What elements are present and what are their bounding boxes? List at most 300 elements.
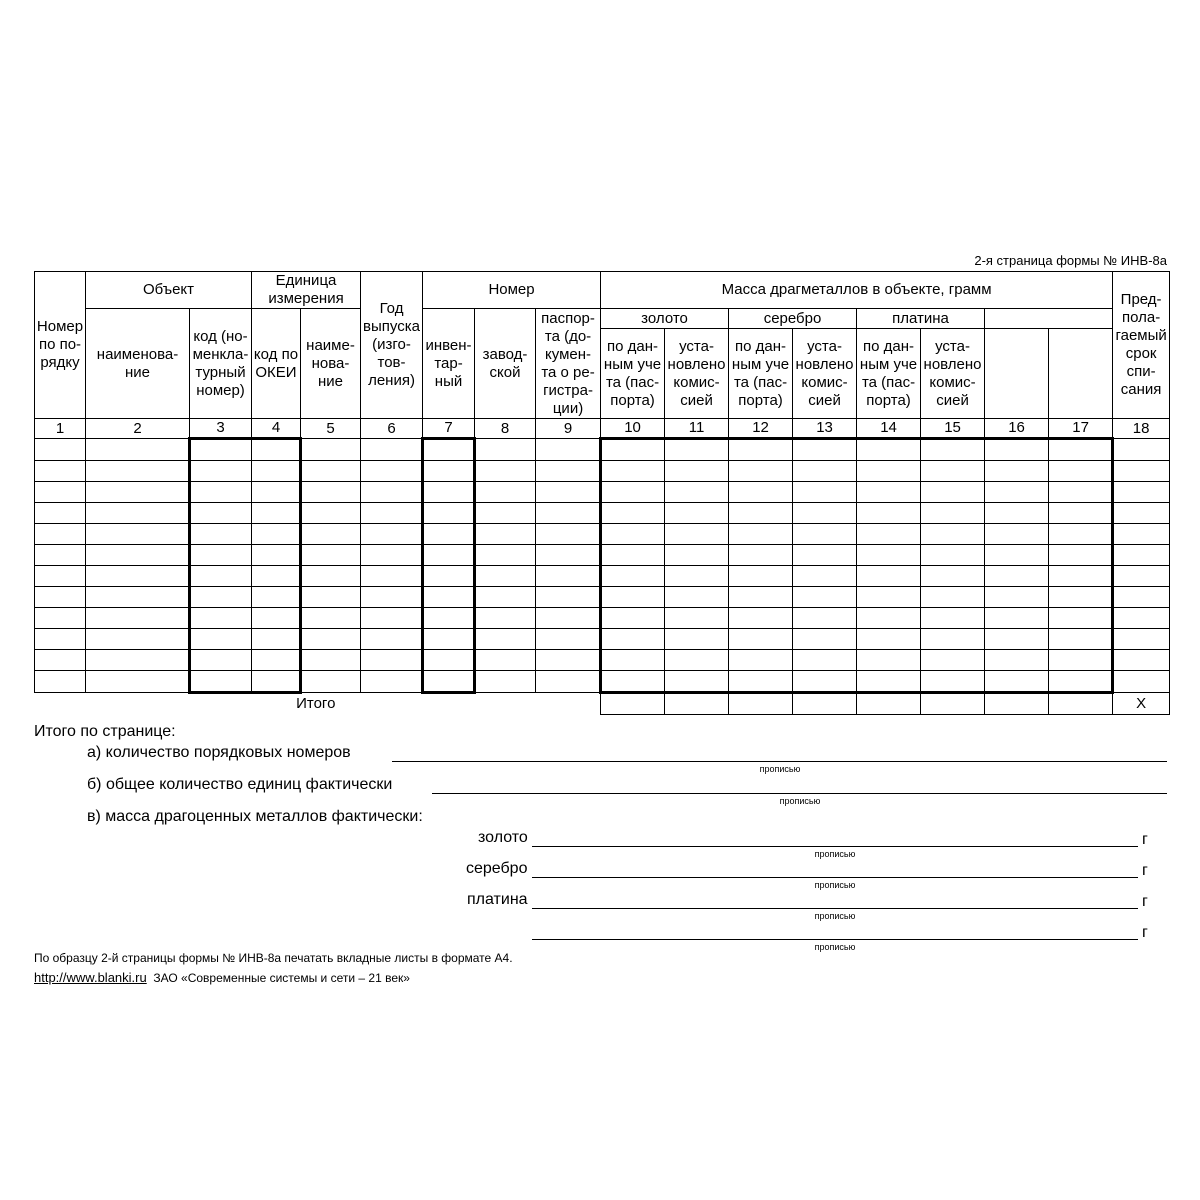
table-cell[interactable] <box>1113 587 1170 608</box>
table-cell[interactable] <box>793 587 857 608</box>
table-cell[interactable] <box>475 503 536 524</box>
column-number: 14 <box>857 419 921 439</box>
table-cell[interactable] <box>423 482 475 503</box>
header-silver-by-data: по дан- ным уче та (пас- порта) <box>729 329 793 419</box>
table-cell[interactable] <box>729 566 793 587</box>
table-cell[interactable] <box>86 566 190 587</box>
table-cell[interactable] <box>793 439 857 461</box>
header-blank-metal <box>985 309 1113 329</box>
table-cell[interactable] <box>536 608 601 629</box>
summary-gold-line[interactable] <box>532 846 1138 847</box>
table-cell[interactable] <box>857 566 921 587</box>
table-cell[interactable] <box>35 650 86 671</box>
table-cell[interactable] <box>301 439 361 461</box>
table-cell[interactable] <box>601 524 665 545</box>
table-cell[interactable] <box>190 629 252 650</box>
table-cell[interactable] <box>423 650 475 671</box>
table-cell[interactable] <box>857 671 921 693</box>
table-cell[interactable] <box>536 629 601 650</box>
table-cell[interactable] <box>301 566 361 587</box>
header-object: Объект <box>86 272 252 309</box>
table-cell[interactable] <box>252 608 301 629</box>
column-number: 8 <box>475 419 536 439</box>
table-cell[interactable] <box>1113 524 1170 545</box>
table-cell[interactable] <box>1049 482 1113 503</box>
table-cell[interactable] <box>252 650 301 671</box>
total-x: X <box>1113 693 1170 715</box>
table-row <box>35 566 1170 587</box>
table-cell[interactable] <box>601 608 665 629</box>
table-cell[interactable] <box>361 671 423 693</box>
table-cell[interactable] <box>536 461 601 482</box>
table-cell[interactable] <box>665 461 729 482</box>
table-cell[interactable] <box>729 461 793 482</box>
caption-propisyu: прописью <box>814 942 856 952</box>
table-cell[interactable] <box>536 524 601 545</box>
table-cell[interactable] <box>729 608 793 629</box>
column-number: 2 <box>86 419 190 439</box>
table-cell[interactable] <box>793 545 857 566</box>
table-cell[interactable] <box>252 503 301 524</box>
table-cell[interactable] <box>536 503 601 524</box>
table-cell[interactable] <box>301 671 361 693</box>
table-cell[interactable] <box>190 671 252 693</box>
table-cell[interactable] <box>665 524 729 545</box>
table-cell[interactable] <box>921 587 985 608</box>
table-cell[interactable] <box>985 545 1049 566</box>
table-cell[interactable] <box>361 566 423 587</box>
table-cell[interactable] <box>86 461 190 482</box>
column-number: 15 <box>921 419 985 439</box>
table-cell[interactable] <box>190 545 252 566</box>
table-cell[interactable] <box>252 461 301 482</box>
header-platinum-commission: уста- новлено комис- сией <box>921 329 985 419</box>
table-cell[interactable] <box>361 545 423 566</box>
table-cell[interactable] <box>361 524 423 545</box>
header-platinum: платина <box>857 309 985 329</box>
table-cell[interactable] <box>1049 503 1113 524</box>
table-cell[interactable] <box>35 671 86 693</box>
table-cell[interactable] <box>665 545 729 566</box>
table-cell[interactable] <box>729 439 793 461</box>
footer-site-link[interactable]: http://www.blanki.ru <box>34 970 147 985</box>
table-cell[interactable] <box>665 650 729 671</box>
total-cell[interactable] <box>601 693 665 715</box>
table-cell[interactable] <box>35 503 86 524</box>
table-cell[interactable] <box>190 439 252 461</box>
table-cell[interactable] <box>536 545 601 566</box>
table-cell[interactable] <box>423 461 475 482</box>
table-cell[interactable] <box>793 608 857 629</box>
table-cell[interactable] <box>301 482 361 503</box>
table-cell[interactable] <box>729 545 793 566</box>
column-number: 4 <box>252 419 301 439</box>
table-cell[interactable] <box>921 545 985 566</box>
table-cell[interactable] <box>86 608 190 629</box>
table-cell[interactable] <box>1049 524 1113 545</box>
caption-propisyu: прописью <box>814 880 856 890</box>
header-platinum-by-data: по дан- ным уче та (пас- порта) <box>857 329 921 419</box>
table-cell[interactable] <box>793 524 857 545</box>
table-cell[interactable] <box>985 587 1049 608</box>
table-cell[interactable] <box>793 629 857 650</box>
table-cell[interactable] <box>857 545 921 566</box>
table-cell[interactable] <box>536 566 601 587</box>
table-cell[interactable] <box>601 482 665 503</box>
table-cell[interactable] <box>423 629 475 650</box>
table-cell[interactable] <box>1049 461 1113 482</box>
table-cell[interactable] <box>601 566 665 587</box>
table-cell[interactable] <box>475 608 536 629</box>
table-cell[interactable] <box>86 482 190 503</box>
table-cell[interactable] <box>1049 566 1113 587</box>
table-cell[interactable] <box>252 587 301 608</box>
table-cell[interactable] <box>252 545 301 566</box>
header-gold-commission: уста- новлено комис- сией <box>665 329 729 419</box>
table-cell[interactable] <box>86 439 190 461</box>
summary-a-label: а) количество порядковых номеров <box>87 744 351 761</box>
table-cell[interactable] <box>985 503 1049 524</box>
table-cell[interactable] <box>921 671 985 693</box>
table-cell[interactable] <box>475 566 536 587</box>
table-cell[interactable] <box>301 608 361 629</box>
table-cell[interactable] <box>361 629 423 650</box>
column-number: 1 <box>35 419 86 439</box>
table-cell[interactable] <box>475 587 536 608</box>
table-cell[interactable] <box>729 671 793 693</box>
table-row <box>35 608 1170 629</box>
table-cell[interactable] <box>190 587 252 608</box>
footer-company: ЗАО «Современные системы и сети – 21 век» <box>153 971 410 985</box>
table-cell[interactable] <box>601 461 665 482</box>
unit-g: г <box>1142 893 1148 910</box>
table-cell[interactable] <box>1049 671 1113 693</box>
table-cell[interactable] <box>252 671 301 693</box>
table-cell[interactable] <box>35 629 86 650</box>
table-cell[interactable] <box>1049 439 1113 461</box>
table-cell[interactable] <box>423 587 475 608</box>
table-cell[interactable] <box>536 671 601 693</box>
page-reference: 2-я страница формы № ИНВ-8а <box>974 253 1167 268</box>
table-cell[interactable] <box>1113 461 1170 482</box>
summary-platinum-line[interactable] <box>532 908 1138 909</box>
table-cell[interactable] <box>423 524 475 545</box>
table-cell[interactable] <box>921 482 985 503</box>
table-cell[interactable] <box>857 608 921 629</box>
table-cell[interactable] <box>423 671 475 693</box>
total-cell[interactable] <box>985 693 1049 715</box>
header-silver: серебро <box>729 309 857 329</box>
table-cell[interactable] <box>1113 503 1170 524</box>
unit-g: г <box>1142 862 1148 879</box>
table-row <box>35 503 1170 524</box>
table-cell[interactable] <box>86 503 190 524</box>
table-cell[interactable] <box>1049 608 1113 629</box>
table-cell[interactable] <box>985 482 1049 503</box>
header-factory: завод- ской <box>475 309 536 419</box>
table-cell[interactable] <box>190 503 252 524</box>
table-cell[interactable] <box>921 629 985 650</box>
header-object-name: наименова- ние <box>86 309 190 419</box>
table-cell[interactable] <box>729 524 793 545</box>
caption-propisyu: прописью <box>779 796 821 806</box>
table-cell[interactable] <box>793 650 857 671</box>
header-gold-by-data: по дан- ным уче та (пас- порта) <box>601 329 665 419</box>
column-number: 6 <box>361 419 423 439</box>
table-cell[interactable] <box>985 629 1049 650</box>
table-cell[interactable] <box>1113 608 1170 629</box>
table-cell[interactable] <box>665 566 729 587</box>
table-cell[interactable] <box>361 482 423 503</box>
table-cell[interactable] <box>475 671 536 693</box>
table-cell[interactable] <box>86 587 190 608</box>
total-cell[interactable] <box>1049 693 1113 715</box>
table-row <box>35 482 1170 503</box>
table-cell[interactable] <box>985 439 1049 461</box>
footer-note: По образцу 2-й страницы формы № ИНВ-8а печатать вкладные листы в формате А4. <box>34 951 513 965</box>
table-cell[interactable] <box>729 629 793 650</box>
column-number: 17 <box>1049 419 1113 439</box>
table-cell[interactable] <box>729 482 793 503</box>
table-cell[interactable] <box>921 461 985 482</box>
table-cell[interactable] <box>536 650 601 671</box>
table-cell[interactable] <box>301 524 361 545</box>
table-cell[interactable] <box>86 524 190 545</box>
table-cell[interactable] <box>536 587 601 608</box>
table-cell[interactable] <box>665 587 729 608</box>
table-cell[interactable] <box>793 566 857 587</box>
table-cell[interactable] <box>35 587 86 608</box>
header-blank-16 <box>985 329 1049 419</box>
table-cell[interactable] <box>252 439 301 461</box>
table-cell[interactable] <box>190 482 252 503</box>
table-cell[interactable] <box>601 671 665 693</box>
header-year: Год выпуска (изго- тов- ления) <box>361 272 423 419</box>
table-cell[interactable] <box>86 650 190 671</box>
table-cell[interactable] <box>301 650 361 671</box>
table-cell[interactable] <box>35 566 86 587</box>
summary-a-line[interactable] <box>392 761 1167 762</box>
table-cell[interactable] <box>35 524 86 545</box>
table-cell[interactable] <box>665 482 729 503</box>
table-cell[interactable] <box>301 503 361 524</box>
summary-platinum-label: платина <box>467 891 528 908</box>
table-cell[interactable] <box>985 524 1049 545</box>
table-cell[interactable] <box>921 439 985 461</box>
table-cell[interactable] <box>1113 545 1170 566</box>
header-mass: Масса драгметаллов в объекте, грамм <box>601 272 1113 309</box>
table-cell[interactable] <box>475 629 536 650</box>
table-cell[interactable] <box>475 482 536 503</box>
table-cell[interactable] <box>729 587 793 608</box>
table-cell[interactable] <box>921 566 985 587</box>
table-cell[interactable] <box>475 524 536 545</box>
table-cell[interactable] <box>475 439 536 461</box>
header-unit-name: наиме- нова- ние <box>301 309 361 419</box>
table-cell[interactable] <box>252 629 301 650</box>
table-cell[interactable] <box>423 545 475 566</box>
table-cell[interactable] <box>1113 650 1170 671</box>
table-cell[interactable] <box>475 461 536 482</box>
table-cell[interactable] <box>35 608 86 629</box>
table-cell[interactable] <box>475 650 536 671</box>
table-cell[interactable] <box>857 650 921 671</box>
table-cell[interactable] <box>35 545 86 566</box>
table-cell[interactable] <box>665 503 729 524</box>
table-cell[interactable] <box>1049 629 1113 650</box>
table-cell[interactable] <box>423 439 475 461</box>
column-number: 16 <box>985 419 1049 439</box>
table-cell[interactable] <box>190 608 252 629</box>
table-cell[interactable] <box>35 461 86 482</box>
table-cell[interactable] <box>423 608 475 629</box>
table-cell[interactable] <box>857 439 921 461</box>
inventory-table <box>34 271 1170 715</box>
table-cell[interactable] <box>729 503 793 524</box>
table-cell[interactable] <box>1113 482 1170 503</box>
footer-line <box>34 970 410 985</box>
total-cell[interactable] <box>921 693 985 715</box>
header-unit: Единица измерения <box>252 272 361 309</box>
table-cell[interactable] <box>361 461 423 482</box>
table-cell[interactable] <box>35 439 86 461</box>
table-cell[interactable] <box>985 566 1049 587</box>
total-cell[interactable] <box>793 693 857 715</box>
table-cell[interactable] <box>361 608 423 629</box>
table-cell[interactable] <box>301 545 361 566</box>
table-cell[interactable] <box>252 482 301 503</box>
summary-silver-line[interactable] <box>532 877 1138 878</box>
table-cell[interactable] <box>921 524 985 545</box>
table-cell[interactable] <box>1113 439 1170 461</box>
table-cell[interactable] <box>857 461 921 482</box>
table-cell[interactable] <box>729 650 793 671</box>
column-number: 12 <box>729 419 793 439</box>
header-object-code: код (но- менкла- турный номер) <box>190 309 252 419</box>
total-cell[interactable] <box>857 693 921 715</box>
table-cell[interactable] <box>86 671 190 693</box>
table-cell[interactable] <box>536 482 601 503</box>
table-cell[interactable] <box>601 629 665 650</box>
table-cell[interactable] <box>1049 545 1113 566</box>
table-cell[interactable] <box>86 545 190 566</box>
header-number: Номер <box>423 272 601 309</box>
column-number: 10 <box>601 419 665 439</box>
table-cell[interactable] <box>793 482 857 503</box>
column-number: 11 <box>665 419 729 439</box>
table-cell[interactable] <box>190 566 252 587</box>
table-cell[interactable] <box>301 587 361 608</box>
total-cell[interactable] <box>665 693 729 715</box>
table-cell[interactable] <box>361 650 423 671</box>
header-inventory: инвен- тар- ный <box>423 309 475 419</box>
table-cell[interactable] <box>252 566 301 587</box>
table-cell[interactable] <box>793 461 857 482</box>
table-cell[interactable] <box>1049 587 1113 608</box>
table-cell[interactable] <box>601 650 665 671</box>
table-cell[interactable] <box>361 587 423 608</box>
table-cell[interactable] <box>601 439 665 461</box>
table-cell[interactable] <box>857 524 921 545</box>
column-number: 18 <box>1113 419 1170 439</box>
total-cell[interactable] <box>729 693 793 715</box>
column-number-row <box>35 419 1170 439</box>
table-cell[interactable] <box>423 566 475 587</box>
summary-silver-label: серебро <box>466 860 528 877</box>
table-cell[interactable] <box>252 524 301 545</box>
table-cell[interactable] <box>665 608 729 629</box>
header-num-order: Номер по по- рядку <box>35 272 86 419</box>
table-cell[interactable] <box>190 650 252 671</box>
table-cell[interactable] <box>423 503 475 524</box>
table-row <box>35 545 1170 566</box>
table-cell[interactable] <box>301 461 361 482</box>
table-cell[interactable] <box>86 629 190 650</box>
table-cell[interactable] <box>361 439 423 461</box>
table-cell[interactable] <box>536 439 601 461</box>
summary-gold-label: золото <box>478 829 528 846</box>
table-row <box>35 439 1170 461</box>
table-cell[interactable] <box>921 503 985 524</box>
table-cell[interactable] <box>985 461 1049 482</box>
table-cell[interactable] <box>301 629 361 650</box>
table-cell[interactable] <box>601 545 665 566</box>
summary-extra-line[interactable] <box>532 939 1138 940</box>
table-cell[interactable] <box>665 629 729 650</box>
column-number: 3 <box>190 419 252 439</box>
table-cell[interactable] <box>1049 650 1113 671</box>
table-row <box>35 650 1170 671</box>
header-silver-commission: уста- новлено комис- сией <box>793 329 857 419</box>
table-cell[interactable] <box>793 503 857 524</box>
table-cell[interactable] <box>793 671 857 693</box>
table-cell[interactable] <box>1113 629 1170 650</box>
table-row <box>35 587 1170 608</box>
table-cell[interactable] <box>921 608 985 629</box>
table-row <box>35 524 1170 545</box>
table-cell[interactable] <box>985 608 1049 629</box>
unit-g: г <box>1142 831 1148 848</box>
caption-propisyu: прописью <box>759 764 801 774</box>
table-cell[interactable] <box>857 503 921 524</box>
column-number: 9 <box>536 419 601 439</box>
table-cell[interactable] <box>190 461 252 482</box>
table-cell[interactable] <box>190 524 252 545</box>
table-cell[interactable] <box>665 439 729 461</box>
column-number: 5 <box>301 419 361 439</box>
header-blank-17 <box>1049 329 1113 419</box>
table-cell[interactable] <box>857 482 921 503</box>
header-unit-okei: код по ОКЕИ <box>252 309 301 419</box>
table-cell[interactable] <box>985 650 1049 671</box>
table-cell[interactable] <box>665 671 729 693</box>
table-cell[interactable] <box>1113 566 1170 587</box>
table-cell[interactable] <box>857 587 921 608</box>
table-cell[interactable] <box>601 587 665 608</box>
summary-b-line[interactable] <box>432 793 1167 794</box>
header-writeoff: Пред- пола- гаемый срок спи- сания <box>1113 272 1170 419</box>
table-cell[interactable] <box>857 629 921 650</box>
table-cell[interactable] <box>1113 671 1170 693</box>
table-cell[interactable] <box>361 503 423 524</box>
summary-c-label: в) масса драгоценных металлов фактически: <box>87 808 423 825</box>
table-cell[interactable] <box>475 545 536 566</box>
caption-propisyu: прописью <box>814 849 856 859</box>
table-cell[interactable] <box>35 482 86 503</box>
table-cell[interactable] <box>921 650 985 671</box>
table-cell[interactable] <box>601 503 665 524</box>
table-cell[interactable] <box>985 671 1049 693</box>
